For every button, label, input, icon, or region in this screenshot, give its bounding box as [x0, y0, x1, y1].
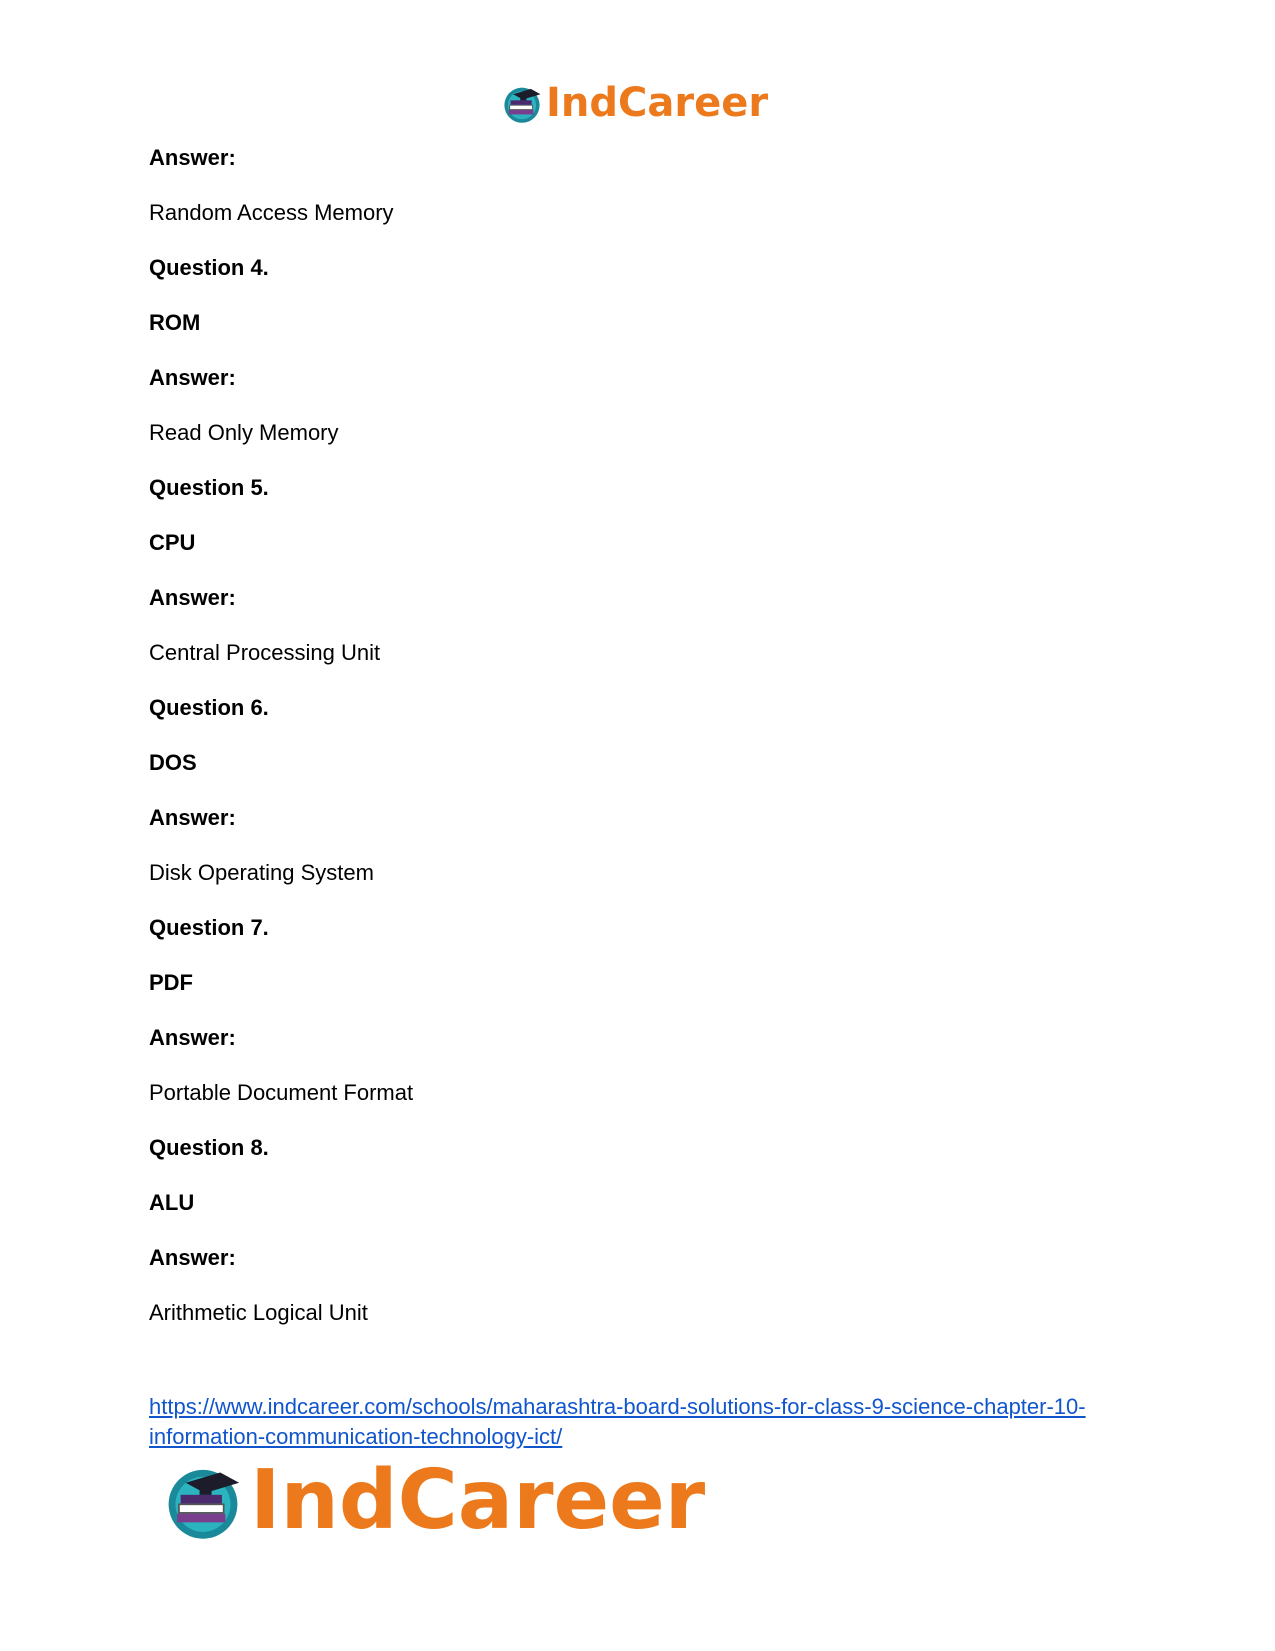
question-term: PDF — [149, 970, 193, 995]
answer-text: Read Only Memory — [149, 420, 339, 445]
qa-content — [149, 145, 1129, 1355]
answer-text: Random Access Memory — [149, 200, 394, 225]
footer-logo-text: IndCareer — [250, 1452, 706, 1548]
answer-text: Portable Document Format — [149, 1080, 414, 1105]
question-term: ALU — [149, 1190, 195, 1215]
question-heading: Question 4. — [149, 255, 269, 280]
answer-heading: Answer: — [149, 1025, 236, 1050]
header-logo — [500, 80, 768, 126]
question-heading: Question 5. — [149, 475, 269, 500]
answer-heading: Answer: — [149, 805, 236, 830]
source-link[interactable] — [149, 1392, 1149, 1452]
answer-heading: Answer: — [149, 365, 236, 390]
answer-heading: Answer: — [149, 145, 236, 170]
answer-text: Disk Operating System — [149, 860, 374, 885]
question-term: CPU — [149, 530, 196, 555]
footer-logo — [160, 1452, 706, 1548]
question-term: DOS — [149, 750, 197, 775]
question-term: ROM — [149, 310, 201, 335]
question-heading: Question 6. — [149, 695, 269, 720]
source-link-line1[interactable]: https://www.indcareer.com/schools/maharashtra-board-solutions-for-class-9-science-chapter-10- — [149, 1394, 1086, 1419]
header-logo-text: IndCareer — [546, 80, 769, 126]
answer-heading: Answer: — [149, 585, 236, 610]
question-heading: Question 8. — [149, 1135, 269, 1160]
answer-text: Arithmetic Logical Unit — [149, 1300, 368, 1325]
graduation-globe-icon — [500, 81, 544, 125]
source-link-line2[interactable]: information-communication-technology-ict/ — [149, 1424, 563, 1449]
answer-text: Central Processing Unit — [149, 640, 381, 665]
graduation-globe-icon — [160, 1457, 246, 1543]
answer-heading: Answer: — [149, 1245, 236, 1270]
question-heading: Question 7. — [149, 915, 269, 940]
